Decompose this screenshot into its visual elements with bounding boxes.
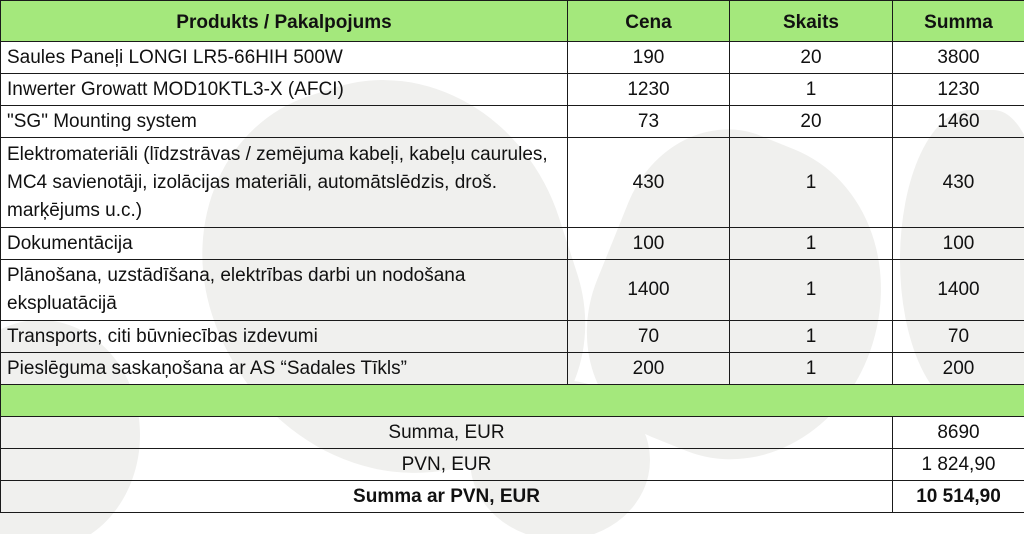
header-quantity: Skaits	[730, 1, 893, 42]
total-cell: 100	[893, 228, 1024, 260]
separator-row	[1, 385, 1024, 417]
vat-label: PVN, EUR	[1, 449, 893, 481]
total-cell: 1460	[893, 106, 1024, 138]
subtotal-value: 8690	[893, 417, 1024, 449]
header-product: Produkts / Pakalpojums	[1, 1, 568, 42]
product-name: Dokumentācija	[1, 228, 568, 260]
product-name: Elektromateriāli (līdzstrāvas / zemējuma kabeļi, kabeļu caurules, MC4 savienotāji, izolācijas materiāli, automātslēdzis, droš. marķējums u.c.)	[1, 138, 568, 228]
price-cell: 100	[568, 228, 730, 260]
table-row	[1, 353, 1024, 385]
price-cell: 200	[568, 353, 730, 385]
table-row	[1, 321, 1024, 353]
total-cell: 70	[893, 321, 1024, 353]
table-row	[1, 74, 1024, 106]
vat-row	[1, 449, 1024, 481]
total-cell: 1230	[893, 74, 1024, 106]
quantity-cell: 1	[730, 321, 893, 353]
table-row	[1, 228, 1024, 260]
product-name: "SG" Mounting system	[1, 106, 568, 138]
total-cell: 200	[893, 353, 1024, 385]
total-cell: 3800	[893, 42, 1024, 74]
price-cell: 1230	[568, 74, 730, 106]
quantity-cell: 20	[730, 42, 893, 74]
product-name: Pieslēguma saskaņošana ar AS “Sadales Tīkls”	[1, 353, 568, 385]
product-name: Inwerter Growatt MOD10KTL3-X (AFCI)	[1, 74, 568, 106]
price-cell: 430	[568, 138, 730, 228]
table-header-row	[1, 1, 1024, 42]
subtotal-row	[1, 417, 1024, 449]
header-total: Summa	[893, 1, 1024, 42]
total-cell: 1400	[893, 260, 1024, 321]
table-row	[1, 260, 1024, 321]
table-row	[1, 106, 1024, 138]
price-cell: 70	[568, 321, 730, 353]
table-row	[1, 42, 1024, 74]
quantity-cell: 1	[730, 138, 893, 228]
table-row	[1, 138, 1024, 228]
product-name: Transports, citi būvniecības izdevumi	[1, 321, 568, 353]
price-cell: 73	[568, 106, 730, 138]
price-cell: 190	[568, 42, 730, 74]
quantity-cell: 1	[730, 260, 893, 321]
grand-total-value: 10 514,90	[893, 481, 1024, 513]
price-cell: 1400	[568, 260, 730, 321]
product-name: Saules Paneļi LONGI LR5-66HIH 500W	[1, 42, 568, 74]
product-name: Plānošana, uzstādīšana, elektrības darbi un nodošana ekspluatācijā	[1, 260, 568, 321]
header-price: Cena	[568, 1, 730, 42]
separator-band	[1, 385, 1024, 417]
total-cell: 430	[893, 138, 1024, 228]
grand-total-row	[1, 481, 1024, 513]
quantity-cell: 20	[730, 106, 893, 138]
grand-total-label: Summa ar PVN, EUR	[1, 481, 893, 513]
quantity-cell: 1	[730, 74, 893, 106]
vat-value: 1 824,90	[893, 449, 1024, 481]
subtotal-label: Summa, EUR	[1, 417, 893, 449]
quantity-cell: 1	[730, 228, 893, 260]
quantity-cell: 1	[730, 353, 893, 385]
